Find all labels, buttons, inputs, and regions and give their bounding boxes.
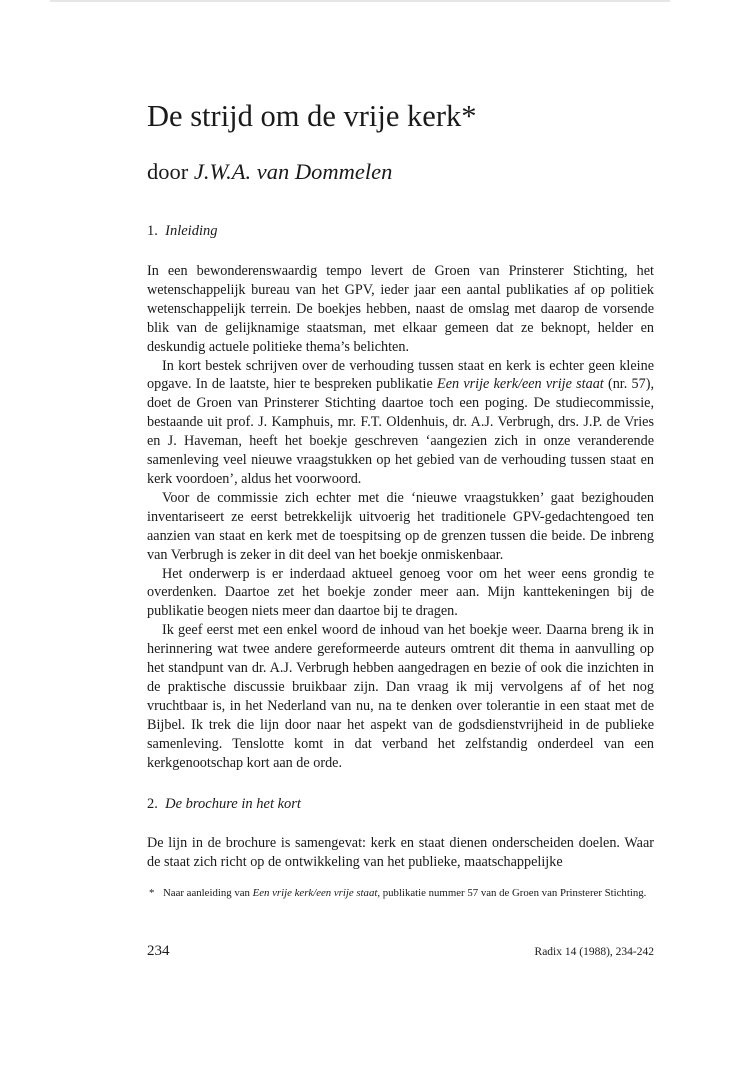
- section-title: Inleiding: [165, 223, 218, 239]
- paragraph: In een bewonderenswaardig tempo levert de Groen van Prinsterer Stichting, het wetenschappelijk bureau van het GPV, ieder jaar een aantal publikaties af op politiek wetenschappelijk terrein. De boekjes hebben, naast de omslag met daarop de vorsende blik van de gelijknamige staatsman, met elkaar gemeen dat ze beknopt, helder en deskundig actuele politieke thema’s belichten.: [147, 263, 654, 355]
- footnote-publication-title: Een vrije kerk/een vrije staat,: [252, 887, 381, 899]
- section-heading-brochure: [147, 795, 301, 813]
- paragraph: Voor de commissie zich echter met die ‘nieuwe vraagstukken’ gaat bezighouden inventariseert ze eerst betrekkelijk uitvoerig het traditionele GPV-gedachtengoed ten aanzien van staat en kerk met de toespitsing op de grenzen tussen die beide. De inbreng van Verbrugh is zeker in dit deel van het boekje onmiskenbaar.: [147, 489, 654, 563]
- section-number: 1.: [147, 223, 158, 239]
- section-body-inleiding: [147, 262, 654, 772]
- section-number: 2.: [147, 796, 158, 812]
- paragraph: Het onderwerp is er inderdaad aktueel genoeg voor om het weer eens grondig te overdenken. Daartoe zet het boekje zonder meer aan. Mijn kanttekeningen bij de publikatie beogen niets meer dan daartoe bij te dragen.: [147, 565, 654, 620]
- author-name: J.W.A. van Dommelen: [193, 159, 393, 184]
- paragraph-text: In kort bestek schrijven over de verhouding tussen staat en kerk is echter geen kleine opgave. In de laatste, hier te bespreken publikatie: [147, 357, 654, 393]
- section-body-brochure: [147, 834, 654, 872]
- article-byline: [147, 158, 392, 186]
- footnote-mark: *: [149, 887, 155, 899]
- page-number: 234: [147, 943, 170, 959]
- publication-title: Een vrije kerk/een vrije staat: [437, 376, 604, 393]
- paragraph: Ik geef eerst met een enkel woord de inhoud van het boekje weer. Daarna breng ik in herinnering wat twee andere gereformeerde auteurs omtrent dit thema in aanvulling op het standpunt van dr. A.J. Verbrugh hebben aangedragen en bezie of ook die inzichten in de praktische discussie bruikbaar zijn. Dan vraag ik mij vervolgens af of het nog vruchtbaar is, in het Nederland van nu, na te denken over tolerantie in een staat met de Bijbel. Ik trek die lijn door naar het aspekt van de godsdienstvrijheid in de publieke samenleving. Tenslotte komt in dat verband het zelfstandig onderdeel van een kerkgenootschap kort aan de orde.: [147, 622, 654, 771]
- section-title: De brochure in het kort: [165, 796, 301, 812]
- footnote-text: Naar aanleiding van: [163, 887, 253, 899]
- article-page: [147, 0, 654, 1068]
- paragraph-text: (nr. 57), doet de Groen van Prinsterer Stichting daartoe toch een poging. De studiecommissie, bestaande uit prof. J. Kamphuis, mr. F.T. Oldenhuis, dr. A.J. Verbrugh, drs. J.P. de Vries en J. Haveman, heeft het boekje geschreven ‘aangezien zich in onze veranderende samenleving veel nieuwe vraagstukken op het gebied van de verhouding tussen staat en kerk voordoen’, aldus het voorwoord.: [147, 376, 654, 487]
- paragraph: De lijn in de brochure is samengevat: kerk en staat dienen onderscheiden doelen. Waar de staat zich richt op de ontwikkeling van het publieke, maatschappelijke: [147, 835, 654, 870]
- byline-prefix: door: [147, 159, 194, 184]
- article-title: De strijd om de vrije kerk*: [147, 99, 477, 133]
- footnote-text: publikatie nummer 57 van de Groen van Prinsterer Stichting.: [380, 887, 647, 899]
- section-heading-inleiding: [147, 222, 217, 240]
- journal-reference: Radix 14 (1988), 234-242: [534, 946, 654, 958]
- paragraph: [147, 357, 654, 489]
- footnote: [147, 886, 654, 902]
